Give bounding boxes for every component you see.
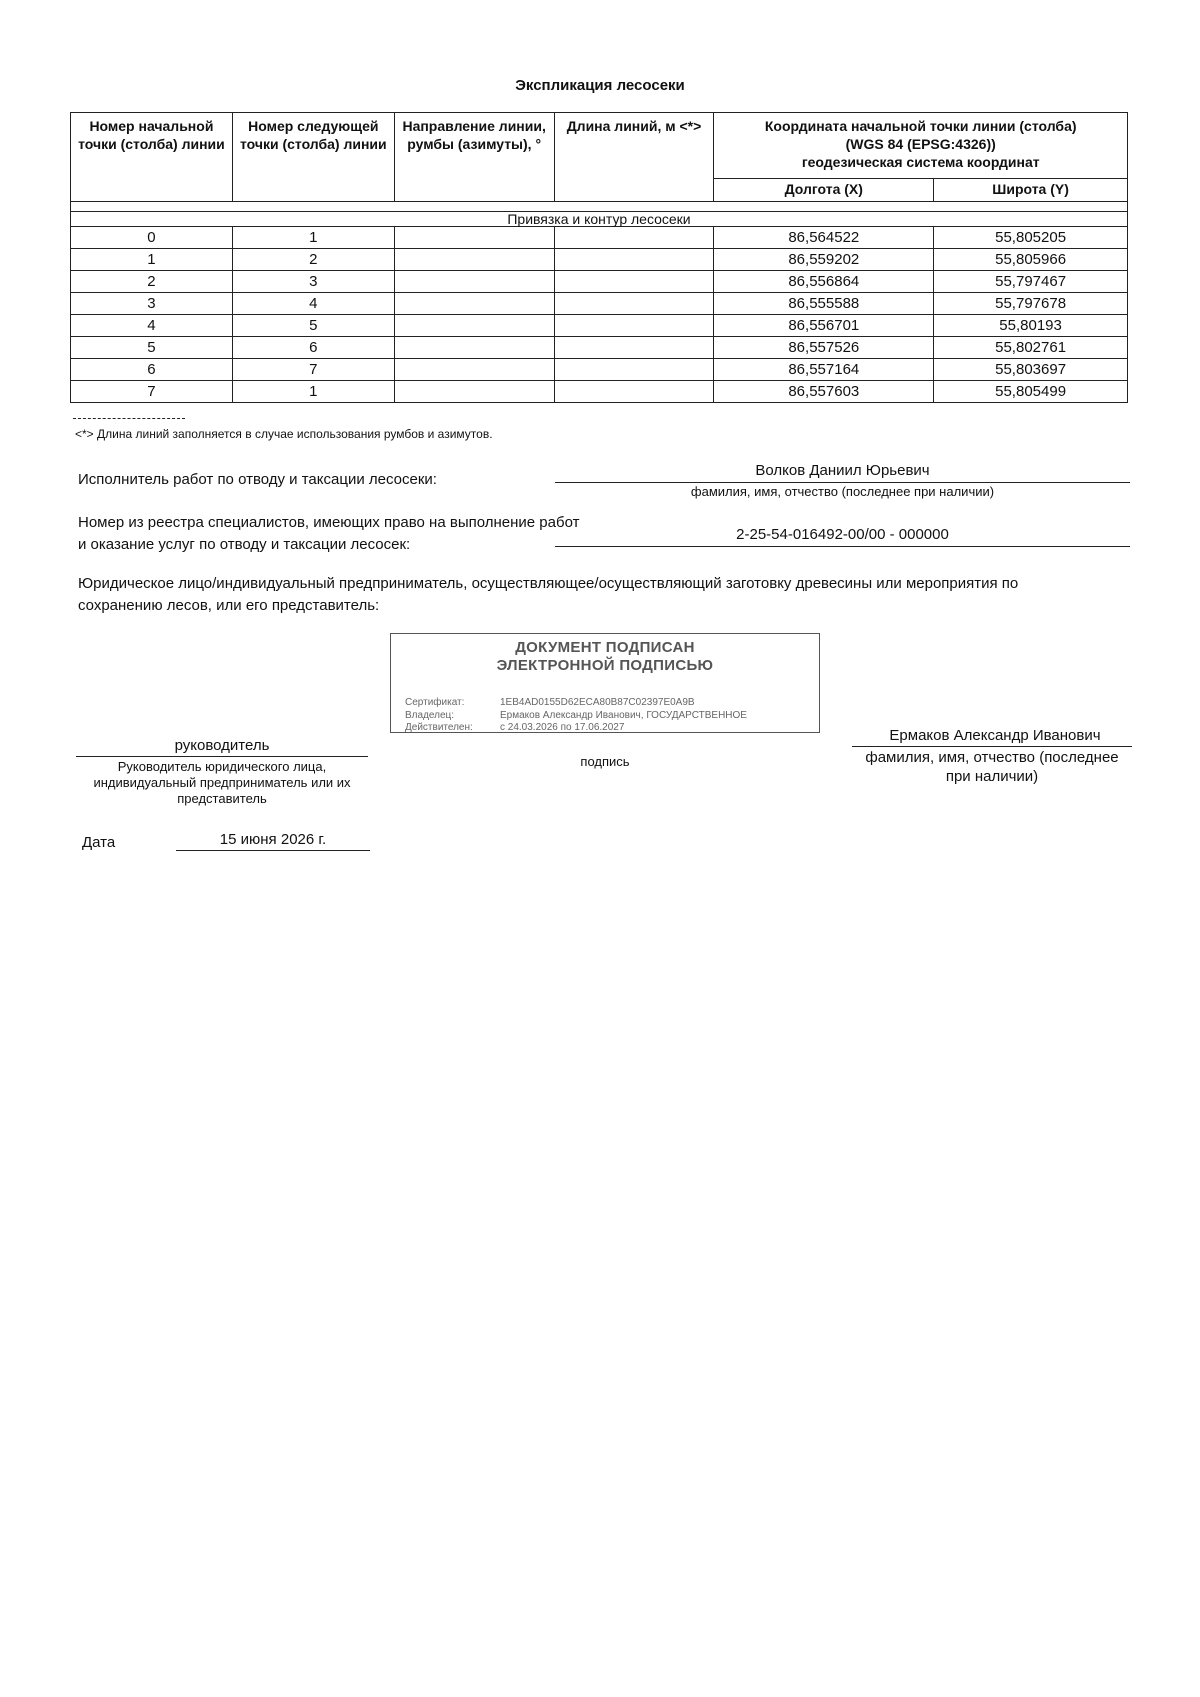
longitude-cell: 86,557526 [714,337,934,359]
next-point-cell: 5 [232,315,394,337]
stamp-certificate [405,697,695,708]
next-point-cell: 1 [232,381,394,403]
header-coordinates-line2: (WGS 84 (EPSG:4326)) [845,136,996,152]
position-caption-line1: Руководитель юридического лица, [117,759,327,774]
length-cell [554,315,714,337]
direction-cell [394,271,554,293]
start-point-cell: 0 [71,227,233,249]
latitude-cell: 55,805499 [934,381,1128,403]
table-row [71,271,1128,293]
latitude-cell: 55,797467 [934,271,1128,293]
section-label: Привязка и контур лесосеки [71,212,1128,227]
table-body [71,227,1128,403]
footnote-text: <*> Длина линий заполняется в случае использования румбов и азимутов. [75,427,493,441]
longitude-cell: 86,557603 [714,381,934,403]
start-point-cell: 1 [71,249,233,271]
latitude-cell: 55,797678 [934,293,1128,315]
header-coordinates-line1: Координата начальной точки линии (столба) [764,118,1077,134]
start-point-cell: 3 [71,293,233,315]
longitude-cell: 86,564522 [714,227,934,249]
length-cell [554,337,714,359]
direction-cell [394,381,554,403]
table-row [71,293,1128,315]
explication-table [70,112,1128,403]
direction-cell [394,249,554,271]
date-value: 15 июня 2026 г. [219,831,327,848]
length-cell [554,249,714,271]
latitude-cell: 55,80193 [934,315,1128,337]
signer-name: Ермаков Александр Иванович [889,727,1101,744]
latitude-cell: 55,805205 [934,227,1128,249]
longitude-cell: 86,559202 [714,249,934,271]
registry-number: 2-25-54-016492-00/00 - 000000 [736,526,949,543]
longitude-cell: 86,556701 [714,315,934,337]
length-cell [554,359,714,381]
table-row [71,227,1128,249]
executor-name: Волков Даниил Юрьевич [755,462,930,479]
longitude-cell: 86,556864 [714,271,934,293]
next-point-cell: 2 [232,249,394,271]
registry-label-line1: Номер из реестра специалистов, имеющих право на выполнение работ [78,514,580,531]
date-underline [176,850,370,851]
stamp-owner-value: Ермаков Александр Иванович, ГОСУДАРСТВЕННОЕ [500,710,747,721]
header-direction: Направление линии, румбы (азимуты), ° [394,113,554,202]
stamp-certificate-label: Сертификат: [405,697,465,708]
position-value: руководитель [174,737,270,754]
executor-caption: фамилия, имя, отчество (последнее при наличии) [690,484,995,499]
entity-label-line1: Юридическое лицо/индивидуальный предприниматель, осуществляющее/осуществляющий заготовку древесины или мероприятия по [78,575,1019,592]
next-point-cell: 6 [232,337,394,359]
stamp-owner [405,710,747,721]
next-point-cell: 7 [232,359,394,381]
length-cell [554,293,714,315]
direction-cell [394,337,554,359]
stamp-title-line2: ЭЛЕКТРОННОЙ ПОДПИСЬЮ [496,657,714,674]
length-cell [554,227,714,249]
direction-cell [394,315,554,337]
next-point-cell: 1 [232,227,394,249]
table-row [71,381,1128,403]
table-row [71,315,1128,337]
start-point-cell: 2 [71,271,233,293]
stamp-title [391,639,819,675]
position-caption [76,759,368,807]
table-row [71,249,1128,271]
date-label: Дата [82,834,116,851]
table-header-row [71,113,1128,179]
length-cell [554,381,714,403]
position-underline [76,756,368,757]
document-title: Экспликация лесосеки [515,77,685,94]
header-coordinates [714,113,1128,179]
entity-label-line2: сохранению лесов, или его представитель: [78,597,380,614]
position-caption-line2: индивидуальный предприниматель или их [93,775,351,790]
signer-name-caption [852,748,1132,786]
stamp-validity-value: с 24.03.2026 по 17.06.2027 [500,722,625,733]
header-length: Длина линий, м <*> [554,113,714,202]
stamp-validity [405,722,624,733]
longitude-cell: 86,557164 [714,359,934,381]
executor-label: Исполнитель работ по отводу и таксации лесосеки: [78,471,437,488]
executor-underline [555,482,1130,483]
latitude-cell: 55,805966 [934,249,1128,271]
direction-cell [394,227,554,249]
stamp-certificate-value: 1EB4AD0155D62ECA80B87C02397E0A9B [500,697,695,708]
start-point-cell: 7 [71,381,233,403]
footnote-divider [73,418,185,419]
header-coordinates-line3: геодезическая система координат [801,154,1040,170]
header-next-point: Номер следующей точки (столба) линии [232,113,394,202]
stamp-validity-label: Действителен: [405,722,473,733]
signer-name-underline [852,746,1132,747]
table-row [71,359,1128,381]
table-row [71,337,1128,359]
table-section-row [71,212,1128,227]
start-point-cell: 6 [71,359,233,381]
stamp-owner-label: Владелец: [405,710,455,721]
header-start-point: Номер начальной точки (столба) линии [71,113,233,202]
start-point-cell: 5 [71,337,233,359]
start-point-cell: 4 [71,315,233,337]
signature-caption: подпись [580,754,630,769]
latitude-cell: 55,803697 [934,359,1128,381]
header-latitude: Широта (Y) [934,178,1128,201]
next-point-cell: 4 [232,293,394,315]
signer-name-caption-line1: фамилия, имя, отчество (последнее [865,749,1119,766]
next-point-cell: 3 [232,271,394,293]
stamp-title-line1: ДОКУМЕНТ ПОДПИСАН [515,639,695,656]
longitude-cell: 86,555588 [714,293,934,315]
header-longitude: Долгота (X) [714,178,934,201]
direction-cell [394,359,554,381]
table-spacer-row [71,202,1128,212]
length-cell [554,271,714,293]
direction-cell [394,293,554,315]
signer-name-caption-line2: при наличии) [945,768,1039,785]
registry-label-line2: и оказание услуг по отводу и таксации лесосек: [78,536,411,553]
latitude-cell: 55,802761 [934,337,1128,359]
registry-underline [555,546,1130,547]
position-caption-line3: представитель [177,791,267,806]
electronic-signature-stamp [390,633,820,733]
